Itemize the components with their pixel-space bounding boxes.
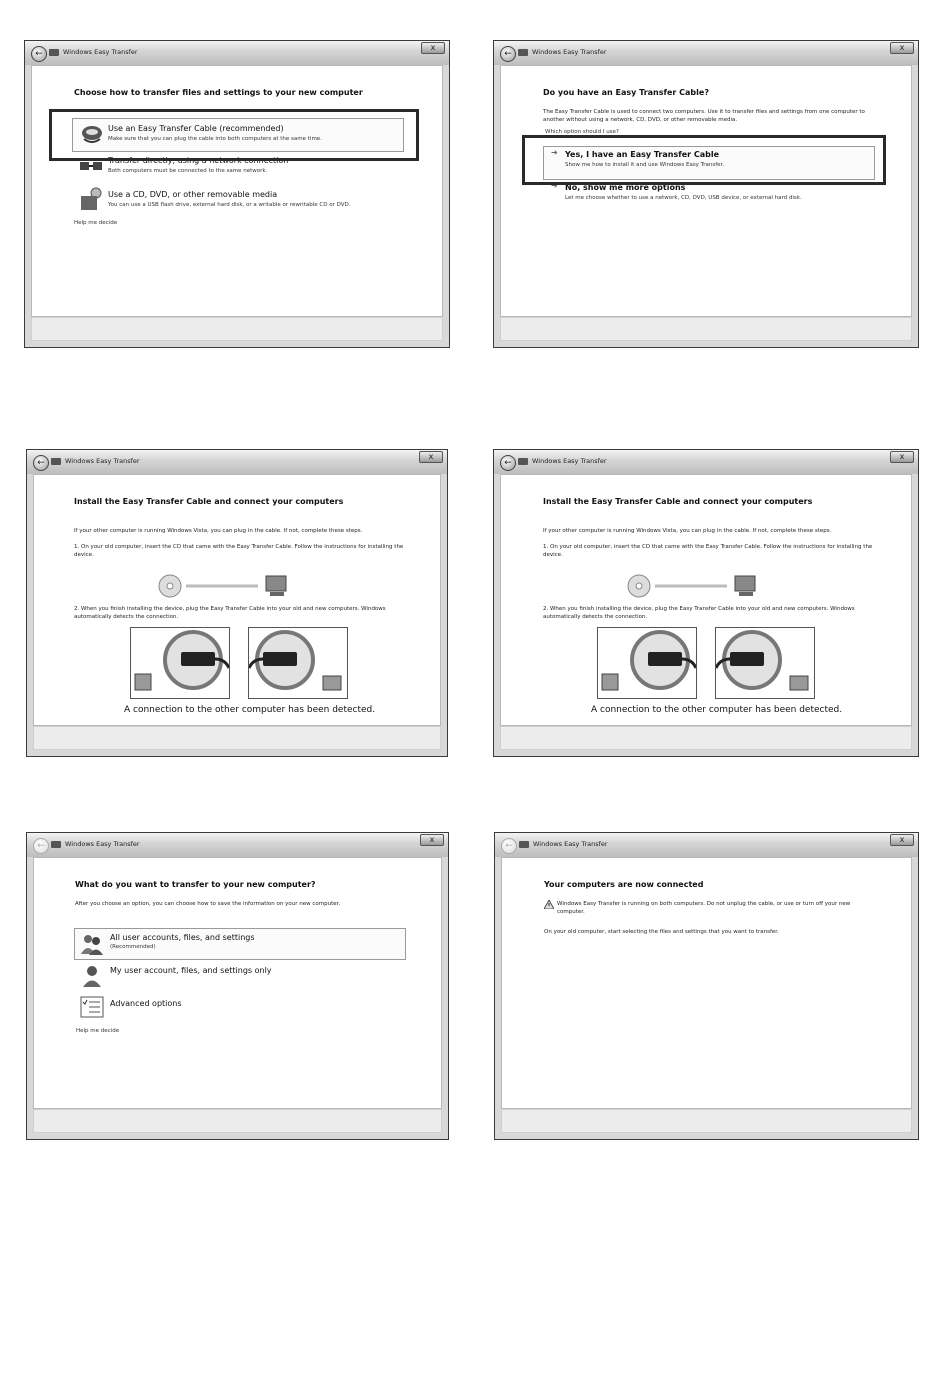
title-bar (27, 450, 447, 474)
cable-new-computer-panel (248, 627, 348, 699)
window-choose-transfer-method (24, 40, 450, 348)
option-all-users-subtitle: (Recommended) (110, 944, 156, 950)
back-arrow-icon: ← (33, 838, 49, 854)
easy-transfer-app-icon (519, 841, 529, 848)
back-arrow-icon[interactable]: ← (500, 46, 516, 62)
title-bar (494, 41, 918, 65)
cable-old-computer-panel (130, 627, 230, 699)
option-removable-title[interactable]: Use a CD, DVD, or other removable media (108, 190, 278, 199)
window-title: Windows Easy Transfer (533, 840, 608, 848)
title-bar (494, 450, 918, 474)
option-my-account-title[interactable]: My user account, files, and settings only (110, 966, 272, 975)
back-arrow-icon: ← (501, 838, 517, 854)
close-button[interactable]: x (421, 42, 445, 54)
wizard-footer (501, 1109, 912, 1133)
wizard-footer (500, 317, 912, 341)
wizard-content (31, 65, 443, 317)
users-icon (80, 932, 104, 956)
connection-detected-text: A connection to the other computer has been detected. (591, 705, 843, 715)
title-bar (27, 833, 448, 857)
window-install-cable-left (26, 449, 448, 757)
user-icon (82, 964, 102, 988)
window-title: Windows Easy Transfer (532, 457, 607, 465)
wizard-content (33, 474, 441, 726)
close-button[interactable]: x (890, 42, 914, 54)
cable-description: The Easy Transfer Cable is used to connect two computers. Use it to transfer files and settings from one computer to another without using a network, CD, DVD, or other removable media. (543, 109, 865, 123)
green-arrow-icon: ➜ (551, 148, 558, 157)
back-arrow-icon[interactable]: ← (31, 46, 47, 62)
close-button[interactable]: x (890, 834, 914, 846)
title-bar (25, 41, 449, 65)
intro-text: After you choose an option, you can choose how to save the information on your new computer. (75, 901, 341, 907)
option-yes-subtitle: Show me how to install it and use Windows Easy Transfer. (565, 162, 725, 168)
connection-detected-text: A connection to the other computer has been detected. (124, 705, 376, 715)
option-network-title[interactable]: Transfer directly, using a network connection (108, 156, 289, 165)
step1-text: 1. On your old computer, insert the CD that came with the Easy Transfer Cable. Follow the instructions for installing the device. (74, 544, 404, 558)
cable-old-computer-panel (597, 627, 697, 699)
wizard-content (33, 857, 442, 1109)
step2-text: 2. When you finish installing the device, plug the Easy Transfer Cable into your old and new computers. Windows automatically detects the connection. (74, 606, 386, 620)
page-heading: What do you want to transfer to your new computer? (75, 880, 316, 889)
option-no-title[interactable]: No, show me more options (565, 183, 686, 192)
removable-media-icon (78, 186, 104, 212)
step2-text: 2. When you finish installing the device, plug the Easy Transfer Cable into your old and new computers. Windows automatically detects the connection. (543, 606, 855, 620)
wizard-footer (500, 726, 912, 750)
window-install-cable-right (493, 449, 919, 757)
highlight-frame (522, 135, 886, 185)
highlight-frame (49, 109, 419, 161)
back-arrow-icon[interactable]: ← (33, 455, 49, 471)
cd-to-computer-illustration (158, 573, 298, 599)
page-heading: Install the Easy Transfer Cable and connect your computers (543, 497, 813, 506)
help-me-decide-link[interactable]: Help me decide (76, 1028, 120, 1034)
easy-transfer-app-icon (49, 49, 59, 56)
intro-text: If your other computer is running Windows Vista, you can plug in the cable. If not, complete these steps. (74, 528, 363, 534)
intro-text: If your other computer is running Windows Vista, you can plug in the cable. If not, complete these steps. (543, 528, 832, 534)
option-no-subtitle: Let me choose whether to use a network, CD, DVD, USB device, or external hard disk. (565, 195, 802, 201)
window-easy-transfer-cable (493, 40, 919, 348)
wizard-footer (33, 726, 441, 750)
page-heading: Choose how to transfer files and settings to your new computer (74, 88, 363, 97)
back-arrow-icon[interactable]: ← (500, 455, 516, 471)
window-title: Windows Easy Transfer (63, 48, 138, 56)
option-cable-subtitle: Make sure that you can plug the cable into both computers at the same time. (108, 136, 322, 142)
title-bar (495, 833, 918, 857)
option-all-users-title[interactable]: All user accounts, files, and settings (110, 933, 255, 942)
close-button[interactable]: x (890, 451, 914, 463)
option-removable-subtitle: You can use a USB flash drive, external hard disk, or a writable or rewritable CD or DVD. (108, 202, 351, 208)
option-yes-title[interactable]: Yes, I have an Easy Transfer Cable (565, 150, 720, 159)
wizard-content (501, 857, 912, 1109)
wizard-content (500, 65, 912, 317)
close-button[interactable]: x (419, 451, 443, 463)
page-heading: Your computers are now connected (544, 880, 704, 889)
option-cable-title[interactable]: Use an Easy Transfer Cable (recommended) (108, 124, 284, 133)
cd-to-computer-illustration (627, 573, 767, 599)
window-title: Windows Easy Transfer (65, 457, 140, 465)
option-advanced-title[interactable]: Advanced options (110, 999, 182, 1008)
option-network-subtitle: Both computers must be connected to the same network. (108, 168, 268, 174)
green-arrow-icon: ➜ (551, 181, 558, 190)
help-me-decide-link[interactable]: Help me decide (74, 220, 118, 226)
easy-transfer-app-icon (518, 49, 528, 56)
wizard-footer (33, 1109, 442, 1133)
window-what-to-transfer (26, 832, 449, 1140)
warning-text: Windows Easy Transfer is running on both computers. Do not unplug the cable, or use or turn off your new computer. (557, 901, 851, 915)
window-title: Windows Easy Transfer (532, 48, 607, 56)
wizard-footer (31, 317, 443, 341)
easy-transfer-app-icon (51, 458, 61, 465)
cable-new-computer-panel (715, 627, 815, 699)
warning-icon (544, 900, 554, 909)
instruction-text: On your old computer, start selecting the files and settings that you want to transfer. (544, 929, 779, 935)
page-heading: Install the Easy Transfer Cable and connect your computers (74, 497, 344, 506)
window-computers-connected (494, 832, 919, 1140)
close-button[interactable]: x (420, 834, 444, 846)
which-option-link[interactable]: Which option should I use? (545, 129, 619, 135)
step1-text: 1. On your old computer, insert the CD that came with the Easy Transfer Cable. Follow the instructions for installing the device. (543, 544, 873, 558)
window-title: Windows Easy Transfer (65, 840, 140, 848)
easy-transfer-app-icon (51, 841, 61, 848)
page-heading: Do you have an Easy Transfer Cable? (543, 88, 709, 97)
easy-transfer-app-icon (518, 458, 528, 465)
wizard-content (500, 474, 912, 726)
checklist-icon (80, 996, 104, 1018)
